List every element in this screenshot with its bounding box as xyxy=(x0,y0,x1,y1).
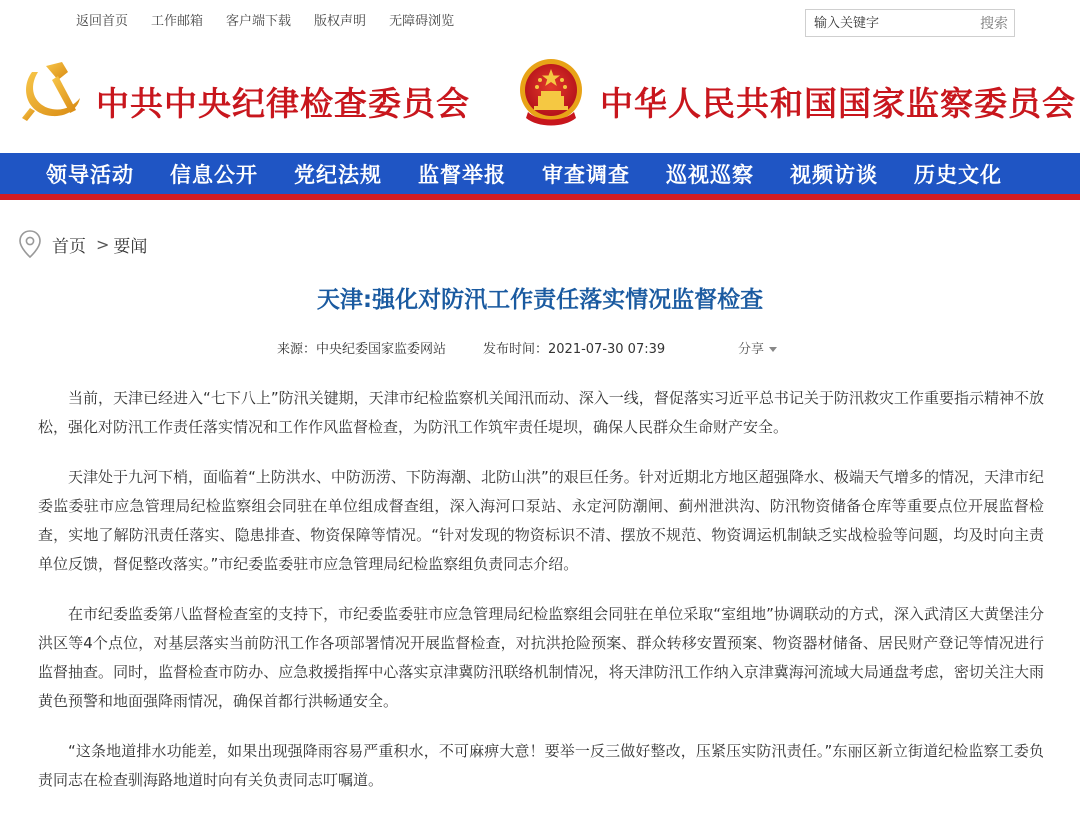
article-paragraph: 当前，天津已经进入“七下八上”防汛关键期，天津市纪检监察机关闻汛而动、深入一线，督促落实习近平总书记关于防汛救灾工作重要指示精神不放松，强化对防汛工作责任落实情况和工作作风监督检查，为防汛工作筑牢责任堤坝，确保人民群众生命财产安全。 xyxy=(38,389,1044,436)
nav-item-investigation[interactable]: 审查调查 xyxy=(542,161,630,187)
search-input[interactable] xyxy=(814,13,964,33)
top-link-home[interactable]: 返回首页 xyxy=(76,14,129,29)
nav-item-inspection[interactable]: 巡视巡察 xyxy=(666,161,754,187)
search-box xyxy=(805,9,1015,37)
article-paragraph: 在市纪委监委第八监督检查室的支持下，市纪委监委驻市应急管理局纪检监察组会同驻在单位采取“室组地”协调联动的方式，深入武清区大黄堡洼分洪区等4个点位，对基层落实当前防汛工作各项部署情况开展监督检查，对抗洪抢险预案、群众转移安置预案、物资器材储备、居民财产登记等情况进行监督抽查。同时，监督检查市防办、应急救援指挥中心落实京津冀防汛联络机制情况，将天津防汛工作纳入京津冀海河流域大局通盘考虑，密切关注大雨黄色预警和地面强降雨情况，确保首都行洪畅通安全。 xyxy=(38,605,1044,710)
article-source: 来源：中央纪委国家监委网站 xyxy=(277,342,447,357)
nav-item-leadership[interactable]: 领导活动 xyxy=(46,161,134,187)
right-site-title: 中华人民共和国国家监察委员会 xyxy=(600,84,1076,123)
top-link-email[interactable]: 工作邮箱 xyxy=(151,14,204,29)
site-header xyxy=(0,40,1080,153)
article-paragraph: 天津处于九河下梢，面临着“上防洪水、中防沥涝、下防海潮、北防山洪”的艰巨任务。针对近期北方地区超强降水、极端天气增多的情况，天津市纪委监委驻市应急管理局纪检监察组会同驻在单位组成督查组，深入海河口泵站、永定河防潮闸、蓟州泄洪沟、防汛物资储备仓库等重要点位开展监督检查，实地了解防汛责任落实、隐患排查、物资保障等情况。“针对发现的物资标识不清、摆放不规范、物资调运机制缺乏实战检验等问题，均及时向主责单位反馈，督促整改落实。”市纪委监委驻市应急管理局纪检监察组负责同志介绍。 xyxy=(38,468,1044,573)
top-links xyxy=(76,10,477,29)
breadcrumb-home[interactable]: 首页 xyxy=(52,236,86,257)
article-publish-time: 发布时间：2021-07-30 07:39 xyxy=(483,342,666,357)
search-button[interactable]: 搜索 xyxy=(980,16,1008,32)
nav-item-history[interactable]: 历史文化 xyxy=(914,161,1002,187)
nav-item-video[interactable]: 视频访谈 xyxy=(790,161,878,187)
breadcrumb xyxy=(18,228,147,260)
left-site-title: 中共中央纪律检查委员会 xyxy=(96,84,470,123)
nav-item-report[interactable]: 监督举报 xyxy=(418,161,506,187)
nav-items xyxy=(46,153,1038,194)
top-link-client-download[interactable]: 客户端下载 xyxy=(226,14,292,29)
national-emblem-icon xyxy=(518,56,584,126)
nav-item-regulations[interactable]: 党纪法规 xyxy=(294,161,382,187)
chevron-down-icon xyxy=(769,347,777,352)
breadcrumb-current[interactable]: 要闻 xyxy=(113,236,148,257)
nav-item-info-disclosure[interactable]: 信息公开 xyxy=(170,161,258,187)
nav-underline xyxy=(0,194,1080,200)
party-emblem-icon xyxy=(18,58,84,124)
location-pin-icon xyxy=(18,229,42,259)
share-button[interactable] xyxy=(738,338,777,357)
top-utility-bar xyxy=(0,0,1080,40)
article-body xyxy=(38,384,1044,816)
article-title: 天津:强化对防汛工作责任落实情况监督检查 xyxy=(316,287,764,313)
top-link-accessibility[interactable]: 无障碍浏览 xyxy=(389,14,455,29)
main-nav xyxy=(0,153,1080,194)
breadcrumb-separator: > xyxy=(96,234,110,254)
share-label: 分享 xyxy=(738,342,765,357)
article-meta xyxy=(0,338,1080,358)
article-paragraph: “这条地道排水功能差，如果出现强降雨容易严重积水，不可麻痹大意！要举一反三做好整改，压紧压实防汛责任。”东丽区新立街道纪检监察工委负责同志在检查驯海路地道时向有关负责同志叮嘱道。 xyxy=(38,742,1044,789)
top-link-copyright[interactable]: 版权声明 xyxy=(314,14,367,29)
